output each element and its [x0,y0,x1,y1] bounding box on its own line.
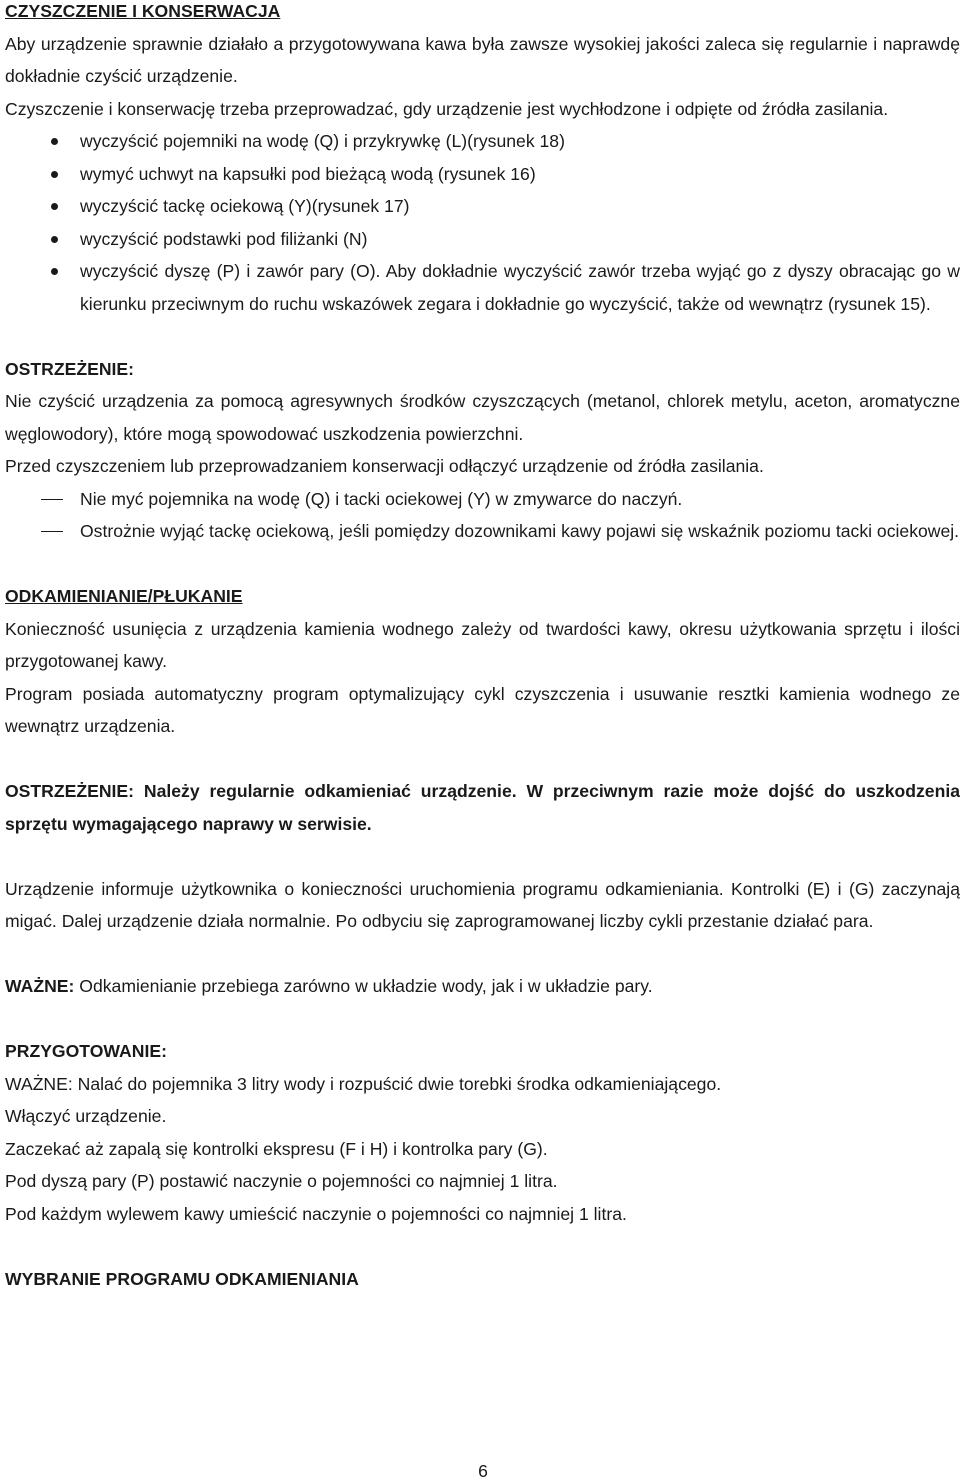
spacer [5,743,960,776]
section-title-descaling: ODKAMIENIANIE/PŁUKANIE [5,586,243,606]
section-title-cleaning: CZYSZCZENIE I KONSERWACJA [5,1,281,21]
document-page [5,0,960,1295]
descaling-warning: OSTRZEŻENIE: Należy regularnie odkamieniać urządzenie. W przeciwnym razie może dojść do uszkodzenia sprzętu wymagającego naprawy w serwisie. [5,781,960,834]
important-text: Odkamienianie przebiega zarówno w układzie wody, jak i w układzie pary. [74,976,653,996]
paragraph: Czyszczenie i konserwację trzeba przeprowadzać, gdy urządzenie jest wychłodzone i odpięte od źródła zasilania. [5,98,889,119]
spacer [5,1003,960,1036]
paragraph: Aby urządzenie sprawnie działało a przygotowywana kawa była zawsze wysokiej jakości zaleca się regularnie i naprawdę dokładnie czyścić urządzenie. [5,33,960,86]
list-item: wymyć uchwyt na kapsułki pod bieżącą wodą (rysunek 16) [5,158,960,191]
paragraph: Program posiada automatyczny program optymalizujący cykl czyszczenia i usuwanie resztki kamienia wodnego ze wewnątrz urządzenia. [5,683,960,736]
spacer [5,320,960,353]
paragraph: Nie czyścić urządzenia za pomocą agresywnych środków czyszczących (metanol, chlorek metylu, aceton, aromatyczne węglowodory), które mogą spowodować uszkodzenia powierzchni. [5,391,960,444]
paragraph: Urządzenie informuje użytkownika o konieczności uruchomienia programu odkamieniania. Kontrolki (E) i (G) zaczynają migać. Dalej urządzenie działa normalnie. Po odbyciu się zaprogramowanej liczby cykli przestanie działać para. [5,878,960,931]
spacer [5,938,960,971]
section-title-program: WYBRANIE PROGRAMU ODKAMIENIANIA [5,1268,359,1289]
spacer [5,548,960,581]
cleaning-steps-list [5,125,960,320]
preparation-line: Pod dyszą pary (P) postawić naczynie o pojemności co najmniej 1 litra. [5,1171,558,1191]
list-item: wyczyścić pojemniki na wodę (Q) i przykrywkę (L)(rysunek 18) [5,125,960,158]
list-item: wyczyścić tackę ociekową (Y)(rysunek 17) [5,190,960,223]
list-item: wyczyścić podstawki pod filiżanki (N) [5,223,960,256]
paragraph: Przed czyszczeniem lub przeprowadzaniem konserwacji odłączyć urządzenie od źródła zasilania. [5,456,764,476]
preparation-line: WAŻNE: Nalać do pojemnika 3 litry wody i rozpuścić dwie torebki środka odkamieniającego. [5,1073,722,1094]
preparation-label: PRZYGOTOWANIE: [5,1041,167,1061]
list-item: wyczyścić dyszę (P) i zawór pary (O). Aby dokładnie wyczyścić zawór trzeba wyjąć go z dyszy obracając go w kierunku przeciwnym do ruchu wskazówek zegara i dokładnie go wyczyścić, także od wewnątrz (rysunek 15). [5,255,960,320]
warning-dash-list [5,483,960,548]
paragraph: Konieczność usunięcia z urządzenia kamienia wodnego zależy od twardości kawy, okresu użytkowania sprzętu i ilości przygotowanej kawy. [5,618,960,671]
preparation-line: Pod każdym wylewem kawy umieścić naczynie o pojemności co najmniej 1 litra. [5,1203,627,1224]
preparation-line: Włączyć urządzenie. [5,1106,167,1126]
preparation-line: Zaczekać aż zapalą się kontrolki ekspresu (F i H) i kontrolka pary (G). [5,1138,548,1159]
list-item: Nie myć pojemnika na wodę (Q) i tacki ociekowej (Y) w zmywarce do naczyń. [5,483,960,516]
list-item: Ostrożnie wyjąć tackę ociekową, jeśli pomiędzy dozownikami kawy pojawi się wskaźnik poziomu tacki ociekowej. [5,515,960,548]
warning-label: OSTRZEŻENIE: [5,358,135,379]
spacer [5,840,960,873]
important-note [5,970,960,1003]
page-number: 6 [478,1461,488,1481]
spacer [5,1230,960,1263]
important-label: WAŻNE: [5,976,75,996]
